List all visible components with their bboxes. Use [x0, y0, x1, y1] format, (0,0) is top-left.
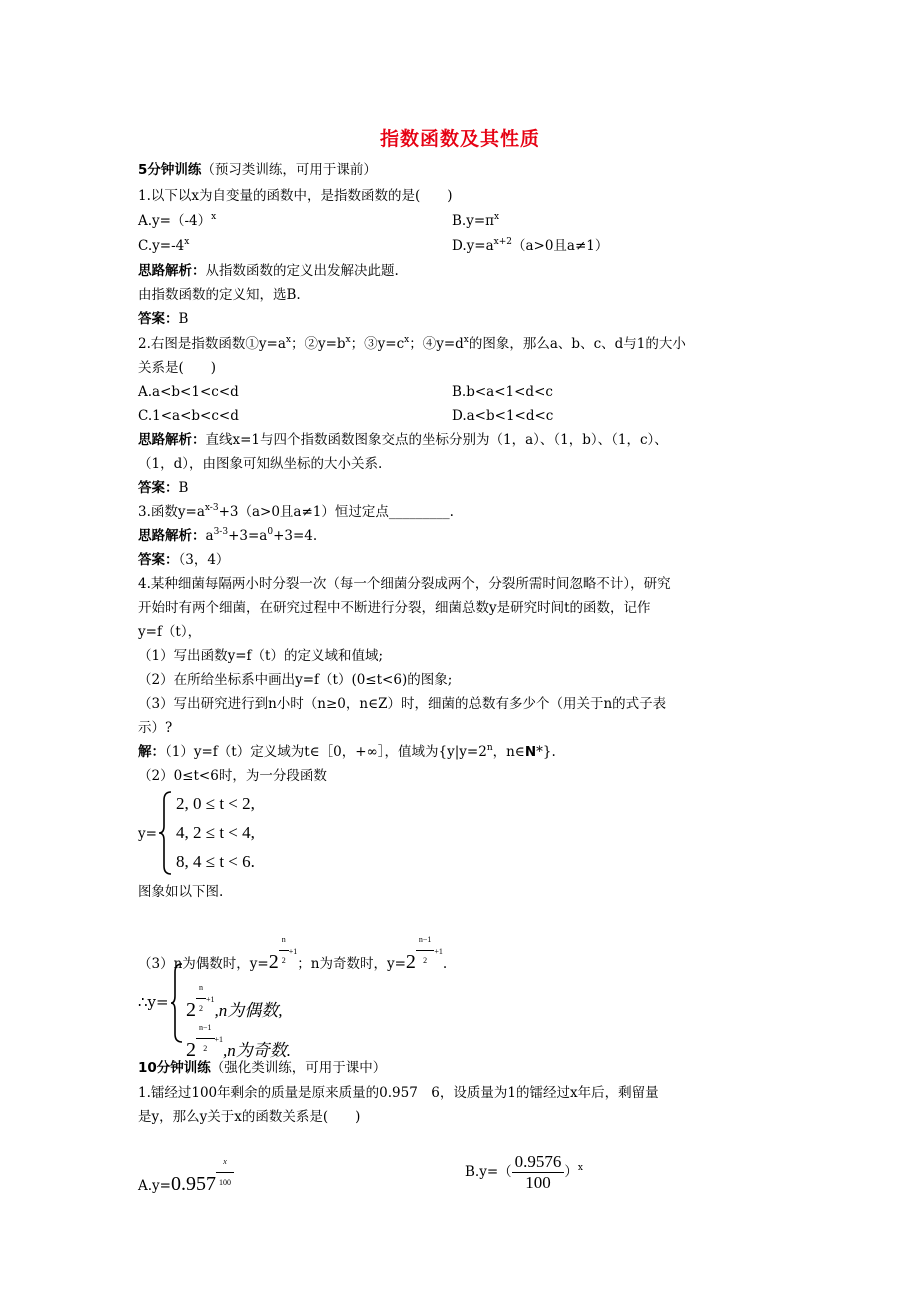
- q1-analysis-2: 由指数函数的定义知，选B.: [138, 287, 301, 303]
- q3-stem: 3.函数$y=a^{x-3}+3(a>0$且a≠1）恒过定点_________.: [138, 503, 454, 520]
- section-2-label: 10分钟训练: [138, 1060, 211, 1076]
- section-1-header: [138, 160, 377, 180]
- q4-part-1: （1）写出函数y=f（t）的定义域和值域;: [138, 648, 383, 664]
- q2-answer: 答案：B: [138, 480, 189, 496]
- q3-answer: 答案：（3，4）: [138, 552, 230, 568]
- q1-option-d: $D.y=a^{x+2}(a>0$且a≠1）: [452, 237, 609, 254]
- q4-stem-1: 4.某种细菌每隔两小时分裂一次（每一个细菌分裂成两个，分裂所需时间忽略不计），研究: [138, 576, 671, 592]
- q4-solution-1: 解：（1）y=f（t）定义域为t∈［0，+∞］，值域为{$y|y=2^n$，n∈N*}.: [138, 743, 556, 760]
- q4-part-3: （3）写出研究进行到n小时（n≥0，n∈Z）时，细菌的总数有多少个（用关于n的式子表: [138, 696, 667, 712]
- s2-q1-option-a: A.y=0.957 $\frac{x}{100}$: [138, 1152, 234, 1196]
- piecewise-brace-icon: [158, 790, 174, 876]
- case-even: 2 $\frac{n}{2}$ +1,n为偶数,: [186, 978, 283, 1022]
- graph-note: 图象如以下图.: [138, 884, 224, 900]
- s2-q1-stem-1: 1.镭经过100年剩余的质量是原来质量的0.957 6，设质量为1的镭经过x年后，剩留量: [138, 1085, 659, 1101]
- therefore-label: ∴y=: [138, 993, 169, 1011]
- q2-stem: 2.右图是指数函数$①y=a^x$；$②y=b^x$；$③y=c^x$；$④y=d^x$的图象，那么a、b、c、d与1的大小: [138, 335, 686, 352]
- q4-solution-2: （2）0≤t<6时，为一分段函数: [138, 768, 327, 784]
- q3-blank: _________.: [388, 504, 454, 520]
- cases-brace-icon: [170, 962, 184, 1044]
- q4-solution-3: （3）n为偶数时，y=2 $\frac{n}{2}$ +1；n为奇数时，y=2 $\frac{n-1}{2}$ +1.: [138, 930, 447, 974]
- q4-stem-3: y=f（t），: [138, 624, 202, 640]
- s2-q1-option-b: B.y=（ $\frac{0.9576}{100}$ ）$^x$: [465, 1152, 583, 1192]
- piecewise-y-label: y=: [138, 826, 157, 842]
- section-1-note: （预习类训练，可用于课前）: [201, 162, 377, 178]
- q1-option-a: $A.y=(-4)^x$: [138, 212, 217, 229]
- q4-stem-2: 开始时有两个细菌，在研究过程中不断进行分裂，细菌总数y是研究时间t的函数，记作: [138, 600, 651, 616]
- section-2-header: [138, 1058, 386, 1078]
- piecewise-case-1: 2, 0 ≤ t < 2,: [176, 794, 255, 813]
- page-title: 指数函数及其性质: [379, 128, 540, 150]
- piecewise-case-2: 4, 2 ≤ t < 4,: [176, 823, 255, 842]
- q1-option-c: $C.y=-4^x$: [138, 237, 190, 254]
- q2-analysis: 思路解析：直线x=1与四个指数函数图象交点的坐标分别为（1，a）、（1，b）、（1，c）、: [138, 432, 668, 448]
- s2-q1-stem-2: 是y，那么y关于x的函数关系是( ): [138, 1109, 361, 1125]
- q2-option-d: D.a<b<1<d<c: [452, 408, 554, 424]
- section-2-note: （强化类训练，可用于课中）: [210, 1060, 387, 1076]
- q1-answer: 答案：B: [138, 311, 189, 327]
- case-odd: 2 $\frac{n-1}{2}$ +1,n为奇数.: [186, 1018, 291, 1062]
- piecewise-case-3: 8, 4 ≤ t < 6.: [176, 852, 255, 871]
- q4-part-3b: 示）?: [138, 720, 173, 736]
- q1-analysis: 思路解析：从指数函数的定义出发解决此题.: [138, 263, 399, 279]
- q1-option-b: $B.y=\pi^x$: [452, 212, 500, 229]
- q2-option-b: B.b<a<1<d<c: [452, 384, 553, 400]
- q2-option-c: C.1<a<b<c<d: [138, 408, 239, 424]
- q1-stem: 1.以下以x为自变量的函数中，是指数函数的是( ): [138, 188, 453, 204]
- q2-stem-2: 关系是( ): [138, 360, 217, 376]
- q4-part-2: （2）在所给坐标系中画出y=f（t）(0≤t<6)的图象;: [138, 672, 453, 688]
- q3-analysis: 思路解析：$a^{3-3}+3=a^0+3=4$.: [138, 527, 318, 544]
- q2-analysis-2: （1，d），由图象可知纵坐标的大小关系.: [138, 456, 383, 472]
- section-1-label: 5分钟训练: [138, 162, 202, 178]
- q2-option-a: A.a<b<1<c<d: [138, 384, 239, 400]
